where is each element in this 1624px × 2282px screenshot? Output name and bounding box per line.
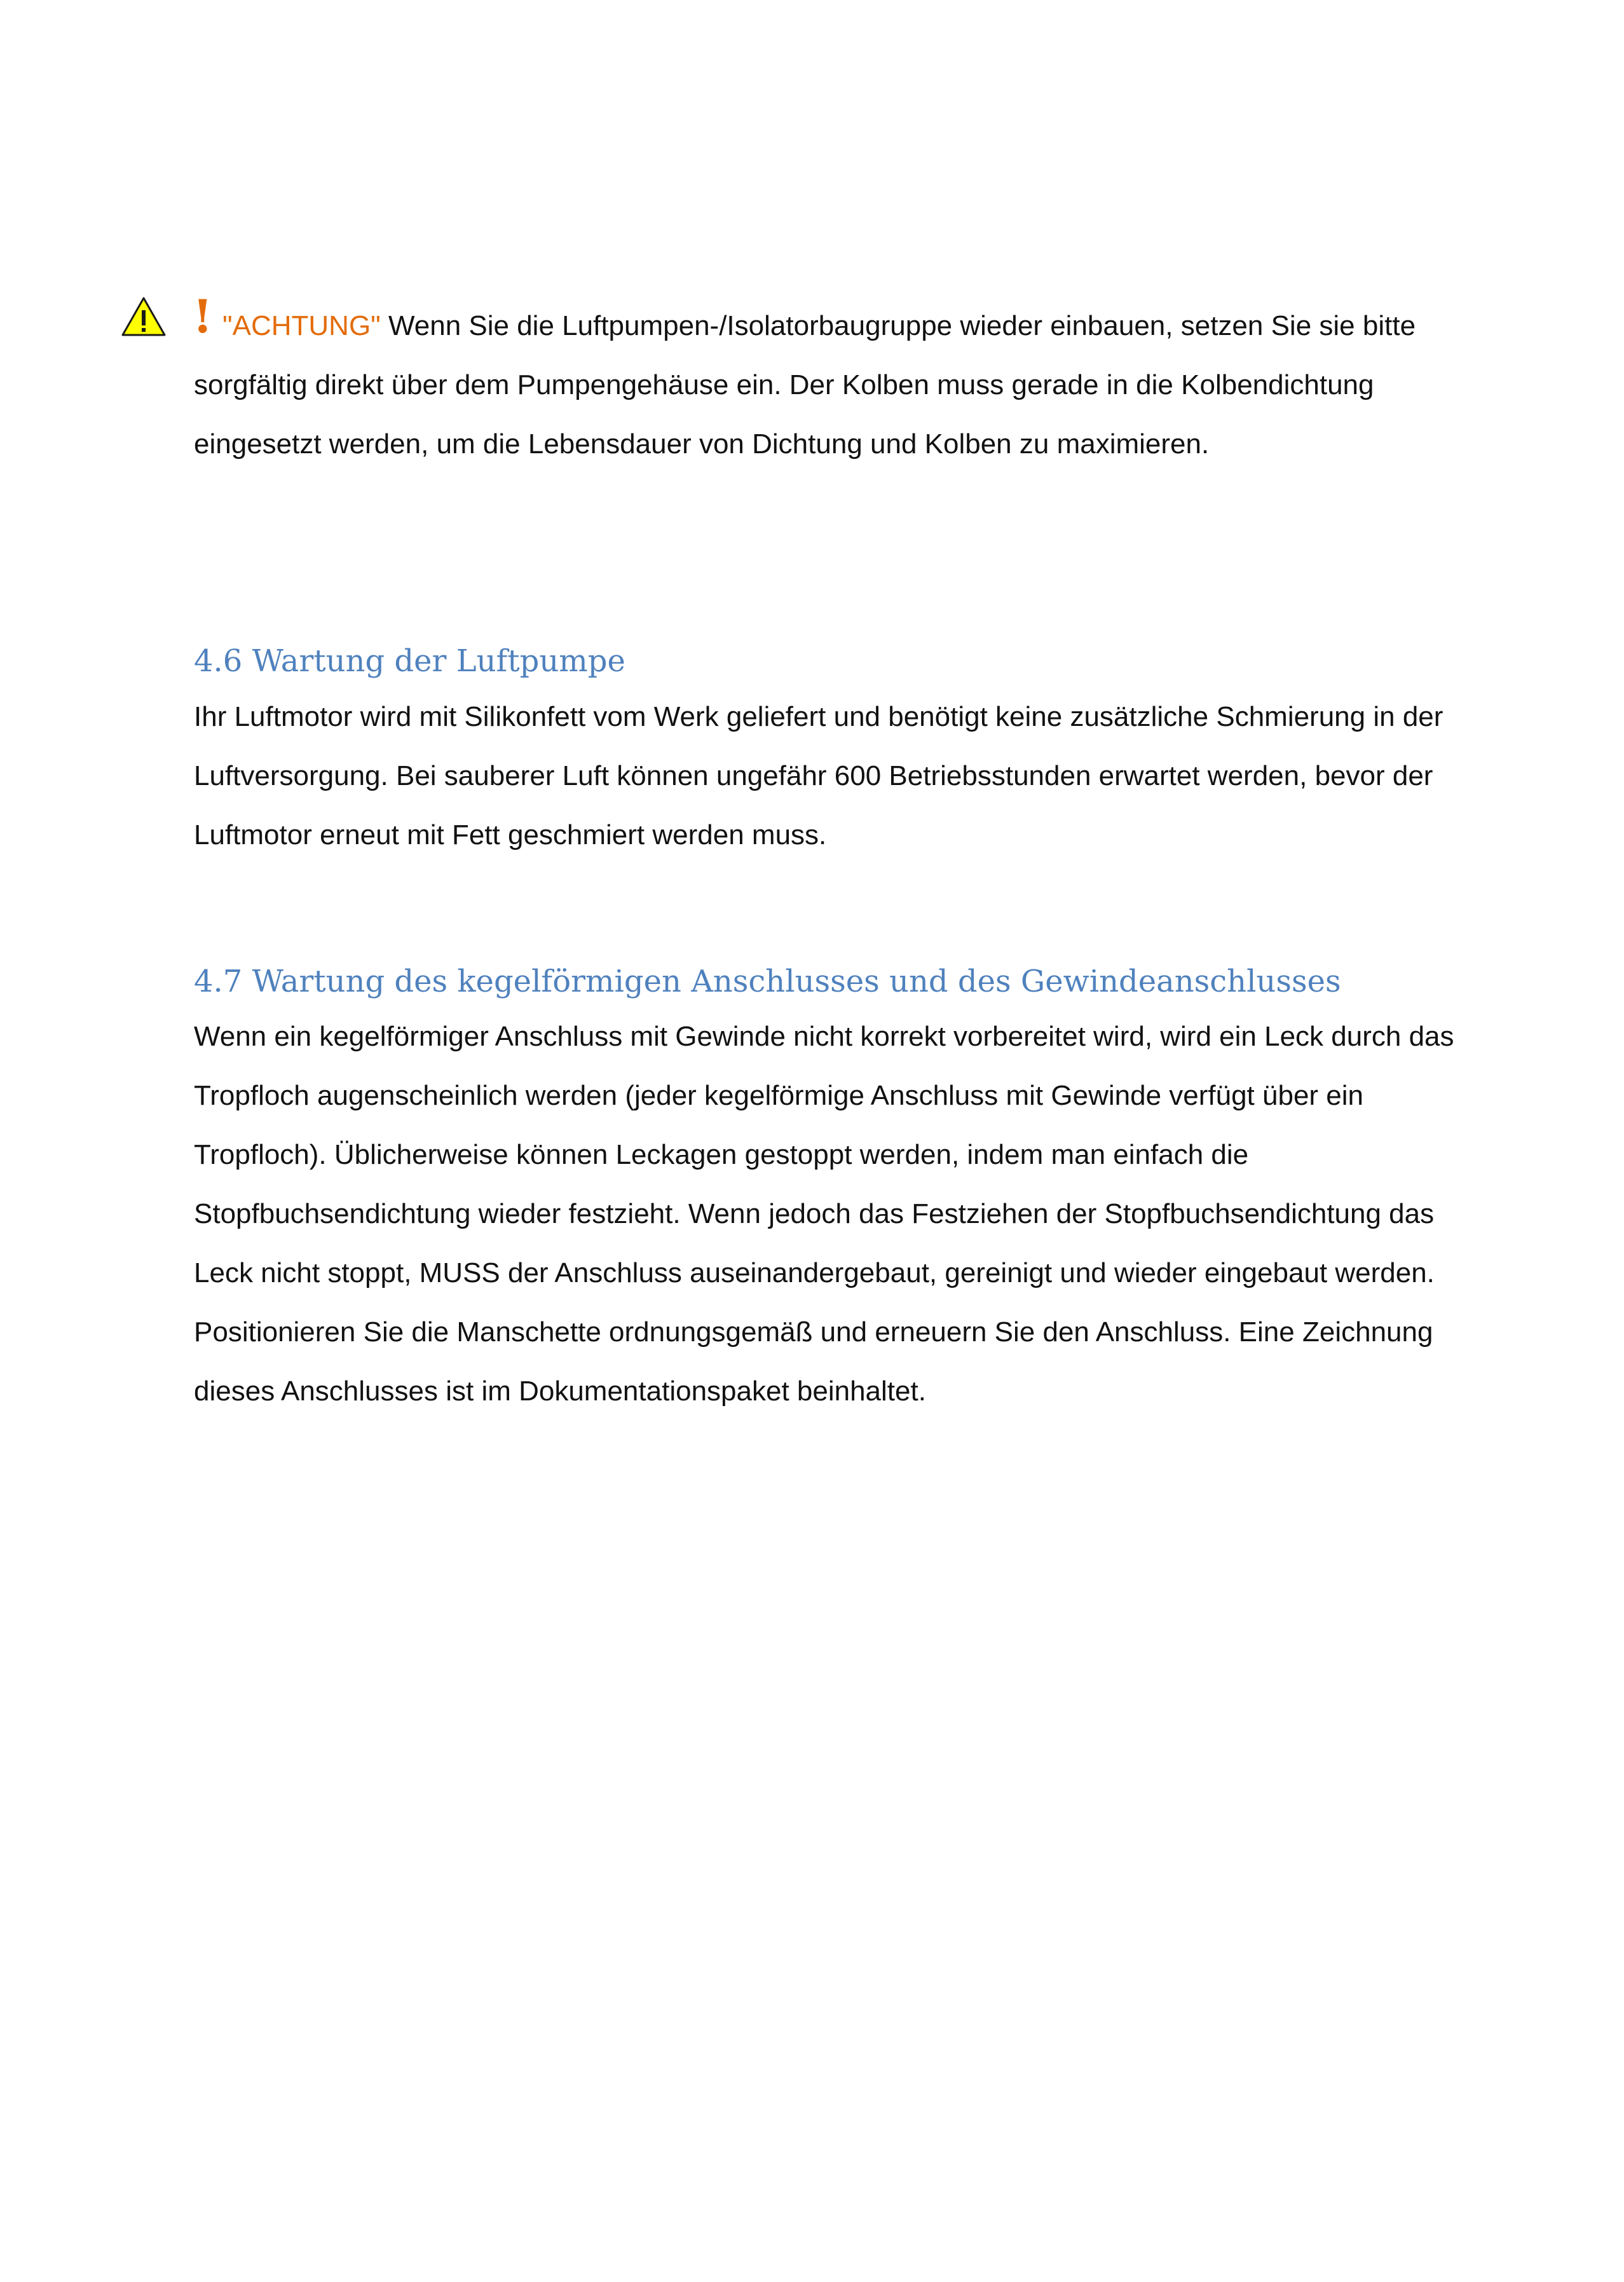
section-heading-4-7: 4.7 Wartung des kegelförmigen Anschlusses und des Gewindeanschlusses xyxy=(194,964,1341,999)
section-body-4-6: Ihr Luftmotor wird mit Silikonfett vom Werk geliefert und benötigt keine zusätzliche Schmierung in der Luftversorgung. Bei sauberer Luft können ungefähr 600 Betriebsstunden erwartet werden, bevor der Luftmotor erneut mit Fett geschmiert werden muss. xyxy=(194,701,1443,851)
section-heading-4-6: 4.6 Wartung der Luftpumpe xyxy=(194,643,625,679)
warning-triangle-icon xyxy=(121,296,167,337)
exclamation-icon: ! xyxy=(193,289,213,343)
section-body-4-7: Wenn ein kegelförmiger Anschluss mit Gewinde nicht korrekt vorbereitet wird, wird ein Leck durch das Tropfloch augenscheinlich werden (jeder kegelförmige Anschluss mit Gewinde verfügt über ein Tropfloch). Üblicherweise können Leckagen gestoppt werden, indem man einfach die Stopfbuchsendichtung wieder festzieht. Wenn jedoch das Festziehen der Stopfbuchsendichtung das Leck nicht stoppt, MUSS der Anschluss auseinandergebaut, gereinigt und wieder eingebaut werden. Positionieren Sie die Manschette ordnungsgemäß und erneuern Sie den Anschluss. Eine Zeichnung dieses Anschlusses ist im Dokumentationspaket beinhaltet. xyxy=(194,1021,1454,1407)
warning-text: Wenn Sie die Luftpumpen-/Isolatorbaugruppe wieder einbauen, setzen Sie sie bitte sorgfältig direkt über dem Pumpengehäuse ein. Der Kolben muss gerade in die Kolbendichtung eingesetzt werden, um die Lebensdauer von Dichtung und Kolben zu maximieren. xyxy=(194,310,1416,460)
warning-paragraph xyxy=(194,296,1459,474)
warning-label: "ACHTUNG" xyxy=(222,310,381,341)
